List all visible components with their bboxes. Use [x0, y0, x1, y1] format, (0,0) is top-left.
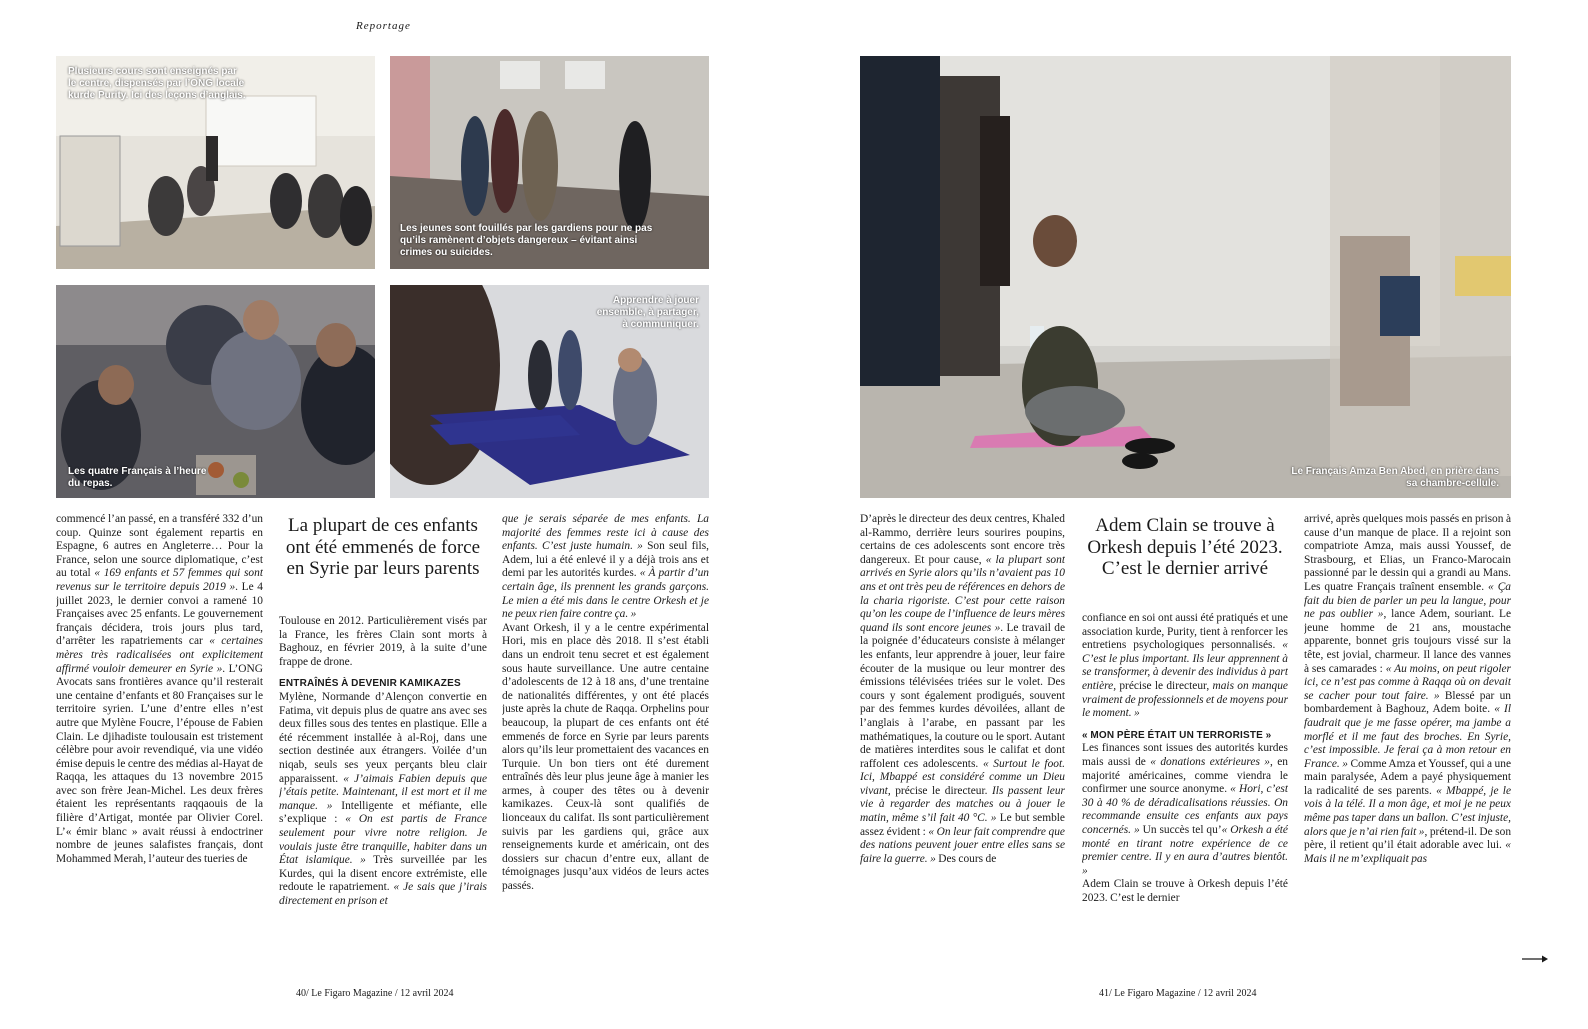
quote: Ils passent leur vie à regarder des matches ou à jouer le matin, même s’il fait 40 °C. »	[860, 784, 1065, 825]
article-column-3	[502, 513, 709, 963]
body-text: Un succès tel qu’	[1139, 823, 1222, 836]
photo-classroom	[56, 56, 375, 269]
body-text: . Le travail de la poignée d’éducateurs consiste à mélanger les enfants, leur apprendre à jouer, leur faire écouter de la musique ou leur montrer des émissions télévisées triées sur le volet. Des cours y sont également prodigués, souvent par des femmes kurdes dévoilées, allant de l’anglais à l’arabe, en passant par les mathématiques, la couture ou le sport. Autant de matières interdites sous le califat et dont raffolent ces adolescents.	[860, 621, 1065, 770]
body-text: Avant Orkesh, il y a le centre expérimental Hori, mis en place dès 2018. Il s’est établi dans un endroit tenu secret et est également sous haute surveillance. Une autre centaine d’adolescents de 12 à 18 ans, d’une trentaine de nationalités différentes, y ont été placés juste après la chute de Raqqa. Orphelins pour beaucoup, la plupart de ces enfants ont été emmenés de force en Syrie par leurs parents alors qu’ils leur promettaient des vacances en Turquie. Un bon tiers ont été durement entraînés dès leur plus jeune âge à manier les armes, à couper des têtes ou à devenir kamikazes. Ceux-là sont qualifiés de lionceaux du califat. Ils sont particulièrement suivis par les gardiens qui, grâce aux renseignements kurde et américain, ont des dossiers sur chacun d’entre eux, allant de témoignages jusqu’aux vidéos de leurs actes passés.	[502, 621, 709, 893]
quote: « J’aimais Fabien depuis que j’étais petite. Maintenant, il est mort et il me manque. »	[279, 772, 487, 812]
quote: « Ça fait du bien de parler un peu la langue, pour ne pas oublier »	[1304, 580, 1511, 621]
quote: « Mbappé, je le vois à la télé. Il a mon âge, et moi je ne peux même pas taper dans un ballon. C’est injuste, alors que je n’ai rien fait »	[1304, 784, 1511, 838]
quote: « Hori, c’est 30 à 40 % de déradicalisations réussies. On recommande ensuite ces enfants aux pays concernés. »	[1082, 783, 1288, 836]
photo-prayer	[860, 56, 1511, 498]
body-text: , prétend-il. De son père, il retient qu’il était adorable avec lui.	[1304, 825, 1511, 852]
photo-caption: Les quatre Français à l’heure du repas.	[68, 466, 207, 489]
photo-caption: Plusieurs cours sont enseignés par le centre, dispensés par l’ONG locale kurde Purity. Ici des leçons d’anglais.	[68, 66, 246, 101]
article-column-4	[860, 513, 1065, 963]
article-column-1	[56, 513, 263, 963]
quote: « C’est le plus important. Ils leur apprennent à se transformer, à devenir des individus à part entière,	[1082, 639, 1288, 692]
body-text: Intelligente et méfiante, elle s’explique :	[279, 799, 487, 826]
quote: « Orkesh a été monté en tirant notre expérience de ce premier centre. Il y en aura d’autres bientôt. »	[1082, 823, 1288, 877]
body-text: Les finances sont issues des autorités kurdes mais aussi de	[1082, 742, 1288, 768]
body-text: Adem Clain se trouve à Orkesh depuis l’été 2023. C’est le dernier	[1082, 878, 1288, 904]
quote: « certaines mères très radicalisées ont explicitement affirmé vouloir demeurer en Syrie »	[56, 635, 263, 675]
body-text: Le but semble assez évident :	[860, 812, 1065, 838]
body-text: précise le directeur.	[890, 784, 992, 797]
body-text: Des cours de	[935, 852, 997, 865]
body-text: confiance en soi ont aussi été pratiqués et une association kurde, Purity, tient à renforcer les entretiens psychologiques personnalisés.	[1082, 612, 1288, 652]
body-text: . L’ONG Avocats sans frontières avance qu’il resterait une centaine d’enfants et 80 Françaises sur le territoire syrien. L’une d’entre elles n’est autre que Mylène Foucre, l’épouse de Fabien Clain. Le djihadiste toulousain est tristement célèbre pour avoir revendiqué, via une vidéo émise depuis le centre des médias al-Hayat de Raqqa, les attaques du 13 novembre 2015 avec son frère Jean-Michel. Les deux frères étaient les représentants raqqaouis de la filière d’Artigat, montée par Olivier Corel. L’« émir blanc » avait réussi à endoctriner nombre de jeunes salafistes français, dont Mohammed Merah, l’auteur des tueries de	[56, 662, 263, 865]
quote: « 169 enfants et 57 femmes qui sont revenus sur le territoire depuis 2019 »	[56, 567, 263, 593]
quote: « Surtout le foot. Ici, Mbappé est considéré comme un Dieu vivant,	[860, 757, 1065, 797]
article-column-5	[1082, 612, 1288, 963]
body-text: arrivé, après quelques mois passés en prison à cause d’un manque de place. Il a rejoint son compatriote Amza, mais aussi Youssef, de Strasbourg, et Elias, un Franco-Marocain passionné par le dessin qui a grandi au Mans. Les quatre Français traînent ensemble.	[1304, 513, 1511, 593]
quote: « À partir d’un certain âge, ils prennent les grands garçons. Le mien a été mis dans le centre Orkesh et je ne peux rien faire contre ça. »	[502, 567, 709, 621]
pull-quote: Adem Clain se trouve à Orkesh depuis l’été 2023. C’est le dernier arrivé	[1087, 515, 1283, 579]
quote: « Je sais que j’irais directement en prison et	[279, 881, 487, 907]
arrow-right-icon	[1522, 951, 1548, 961]
quote: « la plupart sont arrivés en Syrie alors qu’ils n’avaient pas 10 ans et ont très peu de références en dehors de la charia rigoriste. C’est pour cette raison qu’on les coupe de l’influence de leurs mères quand ils sont encore jeunes »	[860, 553, 1065, 634]
body-text: Blessé par un bombardement à Baghouz, Adem boite.	[1304, 689, 1511, 716]
page-folio: 40/ Le Figaro Magazine / 12 avril 2024	[296, 988, 454, 999]
section-rubric: Reportage	[356, 20, 411, 32]
article-column-6	[1304, 513, 1511, 963]
photo-courtyard	[390, 56, 709, 269]
photo-ping-pong	[390, 285, 709, 498]
photo-caption: Les jeunes sont fouillés par les gardiens pour ne pas qu’ils ramènent d’objets dangereux – évitant ainsi crimes ou suicides.	[400, 223, 653, 258]
photo-meal	[56, 285, 375, 498]
pull-quote: La plupart de ces enfants ont été emmenés de force en Syrie par leurs parents	[285, 515, 481, 579]
section-heading: ENTRAÎNÉS À DEVENIR KAMIKAZES	[279, 678, 461, 690]
body-text: précise le directeur,	[1116, 679, 1213, 692]
body-text: , lance Adem, souriant. Le jeune homme de 21 ans, moustache apparente, bonnet gris toujours vissé sur la tête, est jovial, charmeur. Il lance des vannes à ses camarades :	[1304, 608, 1511, 675]
body-text: commencé l’an passé, en a transféré 332 d’un coup. Quinze sont également repartis en Espagne, 6 autres en Angleterre… Pour la France, selon une source diplomatique, c’est au total	[56, 513, 263, 580]
body-text: Très surveillée par les Kurdes, qui la disent encore extrémiste, elle redoute le rapatriement.	[279, 854, 487, 894]
quote: « Mais il ne m’expliquait pas	[1304, 839, 1511, 865]
body-text: . Le 4 juillet 2023, le dernier convoi a ramené 10 Françaises avec 25 enfants. Le gouvernement français décidera, trois jours plus tard, d’arrêter les rapatriements car	[56, 580, 263, 648]
body-text: Son seul fils, Adem, lui a été enlevé il y a déjà trois ans et demi par les autorités kurdes.	[502, 540, 709, 580]
article-column-2	[279, 615, 487, 963]
body-text: D’après le directeur des deux centres, Khaled al-Rammo, derrière leurs sourires poupins, certains de ces adolescents sont encore très dangereux. Et pour cause,	[860, 513, 1065, 566]
body-text: Mylène, Normande d’Alençon convertie en Fatima, vit depuis plus de quatre ans avec ses deux filles sous des tentes en plastique. Elle a été récemment installée à al-Roj, dans une section destinée aux étrangers. Voilée d’un niqab, seuls ses yeux perçants bleu clair apparaissent.	[279, 690, 487, 785]
body-text: Toulouse en 2012. Particulièrement visés par la France, les frères Clain sont morts à Baghouz, en février 2019, à la suite d’une frappe de drone.	[279, 615, 487, 668]
quote: mais on manque vraiment de professionnels et de moyens pour le moment. »	[1082, 679, 1288, 720]
quote: que je serais séparée de mes enfants. La majorité des femmes reste ici à cause des enfants. C’est juste humain. »	[502, 513, 709, 553]
section-heading: « MON PÈRE ÉTAIT UN TERRORISTE »	[1082, 729, 1272, 741]
body-text: Comme Amza et Youssef, qui a une main paralysée, Adem a payé physiquement la radicalité de ses parents.	[1304, 757, 1511, 797]
photo-caption: Le Français Amza Ben Abed, en prière dans sa chambre-cellule.	[1291, 466, 1499, 489]
body-text: , en majorité américaines, comme viendra le confirmer une source anonyme.	[1082, 755, 1288, 796]
quote: « Il faudrait que je me fasse opérer, ma jambe a morflé et il me faut des broches. En Syrie, c’est impossible. Je ferai ça à mon retour en France. »	[1304, 703, 1511, 770]
quote: « Au moins, on peut rigoler ici, ce n’est pas comme à Raqqa où on devait se cacher pour tout faire. »	[1304, 662, 1511, 702]
quote: « donations extérieures »	[1150, 755, 1270, 768]
page-folio: 41/ Le Figaro Magazine / 12 avril 2024	[1099, 988, 1257, 999]
quote: « On est partis de France seulement pour vivre notre religion. Je voulais juste être tranquille, habiter dans un État islamique. »	[279, 813, 487, 867]
quote: « On leur fait comprendre que des nations peuvent jouer entre elles sans se faire la guerre. »	[860, 825, 1065, 865]
photo-caption: Apprendre à jouer ensemble, à partager, à communiquer.	[596, 295, 699, 330]
